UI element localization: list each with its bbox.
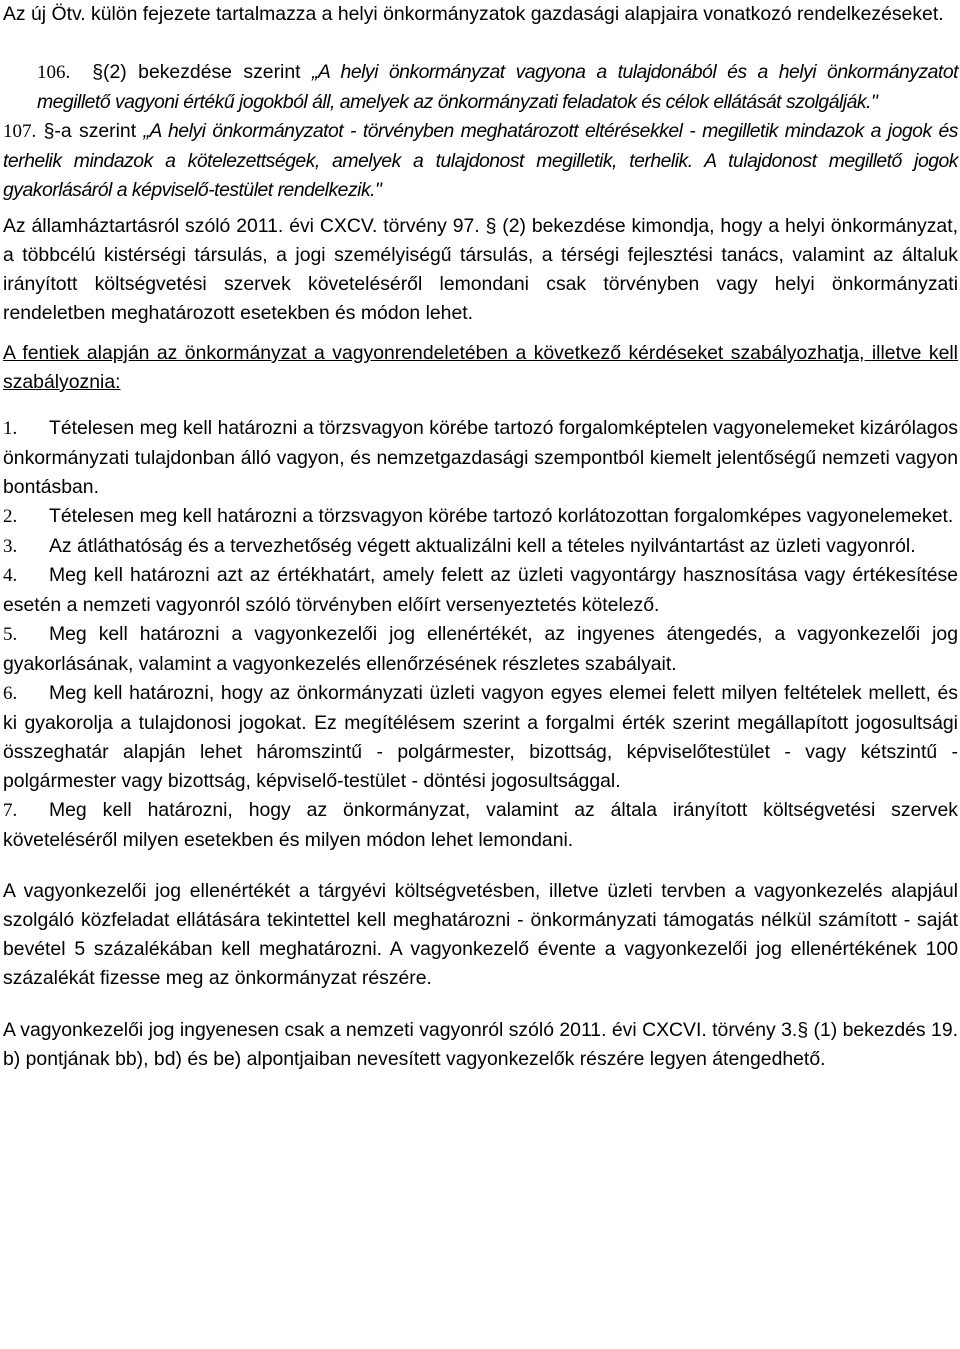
section-106-quote: „A helyi önkormányzat vagyona a tulajdonából és a helyi önkormányzatot megillető vagyoni értékű jogokból áll, amelyek az önkormányzati feladatok és célok ellátását szolgálják." [37, 60, 958, 113]
free-transfer-paragraph: A vagyonkezelői jog ingyenesen csak a nemzeti vagyonról szóló 2011. évi CXCVI. törvény 3.§ (1) bekezdés 19. b) pontjának bb), bd) és be) alpontjaiban nevesített vagyonkezelők részére legyen átengedhető. [3, 1019, 958, 1070]
asset-manager-fee-paragraph: A vagyonkezelői jog ellenértékét a tárgyévi költségvetésben, illetve üzleti tervben a vagyonkezelés alapjául szolgáló közfeladat ellátására tekintettel kell meghatározni - önkormányzati támogatás nélkül számított - saját bevétel 5 százalékában kell meghatározni. A vagyonkezelő évente a vagyonkezelői jog ellenértékének 100 százalékát fizesse meg az önkormányzat részére. [3, 880, 958, 990]
questions-heading: A fentiek alapján az önkormányzat a vagyonrendeletében a következő kérdéseket szabályozhatja, illetve kell szabályoznia: [3, 342, 958, 393]
list-item [3, 502, 958, 532]
law-paragraph: Az államháztartásról szóló 2011. évi CXCV. törvény 97. § (2) bekezdése kimondja, hogy a helyi önkormányzat, a többcélú kistérségi társulás, a jogi személyiségű társulás, a térségi fejlesztési tanács, valamint az általuk irányított költségvetési szervek követeléséről lemondani csak törvényben vagy helyi önkormányzati rendeletben meghatározott esetekben és módon lehet. [3, 215, 958, 325]
list-item-text: Meg kell határozni, hogy az önkormányzati üzleti vagyon egyes elemei felett milyen feltételek mellett, és ki gyakorolja a tulajdonosi jogokat. Ez megítélésem szerint a forgalmi érték szerint megállapított jogosultsági összeghatár alapján lehet háromszintű - polgármester, bizottság, képviselőtestület - vagy kétszintű - polgármester vagy bizottság, képviselő-testület - döntési jogosultsággal. [3, 682, 958, 792]
list-item-text: Tételesen meg kell határozni a törzsvagyon körébe tartozó forgalomképtelen vagyonelemeket kizárólagos önkormányzati tulajdonban álló vagyon, és nemzetgazdasági szempontból kiemelt jelentőségű nemzeti vagyon bontásban. [3, 416, 958, 498]
list-item [3, 561, 958, 620]
list-item-text: Tételesen meg kell határozni a törzsvagyon körébe tartozó korlátozottan forgalomképes vagyonelemeket. [49, 504, 954, 527]
list-item [3, 796, 958, 855]
section-107-number: 107. [3, 120, 37, 142]
section-106-ref: §(2) bekezdése szerint [92, 60, 301, 83]
section-107-ref: §-a szerint [43, 119, 137, 142]
list-item-number: 3. [3, 535, 18, 557]
list-item-number: 1. [3, 417, 18, 439]
list-item-number: 7. [3, 799, 18, 821]
section-107-quote: „A helyi önkormányzatot - törvényben meghatározott eltérésekkel - megilletik mindazok a jogok és terhelik mindazok a kötelezettségek, amelyek a tulajdonost megilletik, terhelik. A tulajdonost megillető jogok gyakorlásáról a képviselő-testület rendelkezik." [3, 119, 958, 201]
requirements-list [3, 414, 958, 855]
list-item-text: Meg kell határozni, hogy az önkormányzat, valamint az általa irányított költségvetési szervek követeléséről milyen esetekben és milyen módon lehet lemondani. [3, 798, 958, 851]
list-item-text: Meg kell határozni azt az értékhatárt, amely felett az üzleti vagyontárgy hasznosítása vagy értékesítése esetén a nemzeti vagyonról szóló törvényben előírt versenyeztetés kötelező. [3, 564, 958, 617]
list-item-number: 2. [3, 505, 18, 527]
list-item-text: Meg kell határozni a vagyonkezelői jog ellenértékét, az ingyenes átengedés, a vagyonkezelői jog gyakorlásának, valamint a vagyonkezelés ellenőrzésének részletes szabályait. [3, 623, 958, 676]
section-106-number: 106. [37, 61, 71, 83]
list-item-number: 4. [3, 565, 18, 587]
list-item [3, 414, 958, 502]
list-item-number: 6. [3, 683, 18, 705]
intro-paragraph: Az új Ötv. külön fejezete tartalmazza a helyi önkormányzatok gazdasági alapjaira vonatkozó rendelkezéseket. [3, 3, 944, 25]
section-106-paragraph [3, 58, 958, 117]
list-item [3, 620, 958, 679]
list-item [3, 532, 958, 562]
list-item-text: Az átláthatóság és a tervezhetőség végett aktualizálni kell a tételes nyilvántartást az üzleti vagyonról. [49, 534, 916, 557]
list-item-number: 5. [3, 624, 18, 646]
list-item [3, 679, 958, 796]
section-107-paragraph [3, 117, 958, 205]
